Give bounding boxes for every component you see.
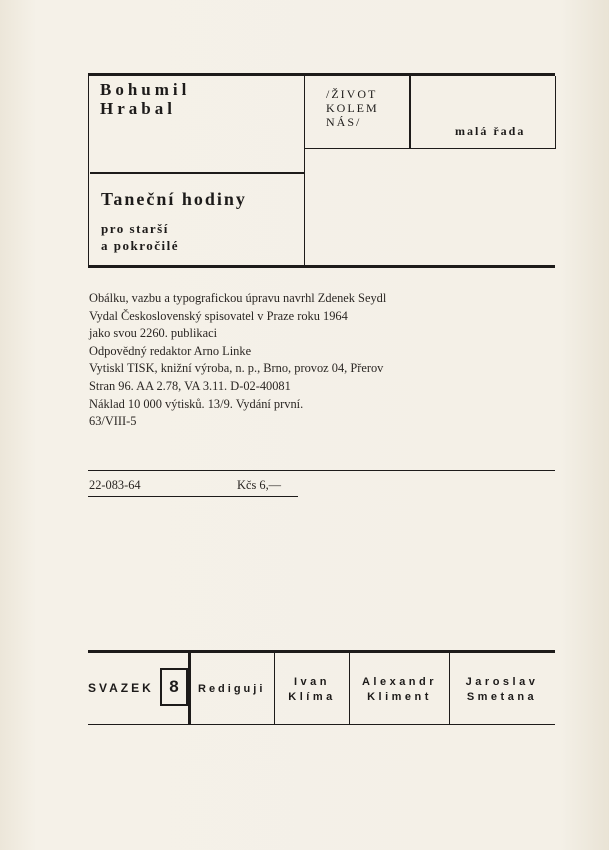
editor-name xyxy=(452,675,552,705)
subtitle-line-1: pro starší xyxy=(101,221,169,236)
editor-last-name: Kliment xyxy=(367,691,432,703)
imprint-line: Náklad 10 000 výtisků. 13/9. Vydání první. xyxy=(89,396,304,411)
edition-line-1: /ŽIVOT xyxy=(326,87,378,101)
edition-line-2: KOLEM xyxy=(326,101,379,115)
author-first-name: Bohumil xyxy=(100,80,191,99)
price: Kčs 6,— xyxy=(237,478,282,492)
editor-first-name: Alexandr xyxy=(361,676,438,688)
price-underline xyxy=(88,496,298,497)
imprint-line: Vytiskl TISK, knižní výroba, n. p., Brno, provoz 04, Přerov xyxy=(89,361,384,376)
edition-name xyxy=(326,87,379,129)
volume-number-box xyxy=(160,668,188,706)
title-block-bottom-rule xyxy=(88,265,555,268)
book-subtitle xyxy=(101,220,179,254)
top-rule xyxy=(88,73,555,76)
catalog-code: 22-083-64 xyxy=(89,478,141,492)
title-top-rule xyxy=(90,172,304,174)
editor-name xyxy=(276,675,348,705)
series-name: malá řada xyxy=(455,124,526,138)
imprint-text xyxy=(89,290,386,431)
editor-divider-3 xyxy=(449,653,450,724)
volume-label: SVAZEK xyxy=(88,681,154,695)
imprint-line: Odpovědný redaktor Arno Linke xyxy=(89,343,252,358)
series-divider-vertical xyxy=(409,76,411,148)
imprint-line: Vydal Československý spisovatel v Praze roku 1964 xyxy=(89,308,348,323)
left-frame-vertical xyxy=(88,76,89,266)
strip-top-rule xyxy=(88,650,555,653)
imprint-line: jako svou 2260. publikaci xyxy=(89,326,218,341)
subtitle-line-2: a pokročilé xyxy=(101,238,180,253)
author-name xyxy=(100,80,190,118)
right-frame-vertical xyxy=(555,76,556,148)
author-last-name: Hrabal xyxy=(100,99,176,118)
imprint-line: Obálku, vazbu a typografickou úpravu navrhl Zdenek Seydl xyxy=(89,291,387,305)
book-title: Taneční hodiny xyxy=(101,189,247,209)
series-bottom-rule xyxy=(305,148,556,149)
editor-name xyxy=(351,675,448,705)
author-divider-vertical xyxy=(304,76,305,266)
volume-box-shadow xyxy=(188,653,191,725)
imprint-line: 63/VIII-5 xyxy=(89,414,137,429)
volume-number: 8 xyxy=(169,677,179,696)
edition-line-3: NÁS/ xyxy=(326,115,362,129)
editor-divider-2 xyxy=(349,653,350,724)
imprint-line: Stran 96. AA 2.78, VA 3.11. D-02-40081 xyxy=(89,378,291,393)
edited-by-label: Rediguji xyxy=(198,683,266,695)
editor-last-name: Smetana xyxy=(466,691,538,703)
editor-divider-1 xyxy=(274,653,275,724)
strip-bottom-rule xyxy=(88,724,555,725)
imprint-separator xyxy=(88,470,555,471)
editor-last-name: Klíma xyxy=(288,691,336,703)
editor-first-name: Jaroslav xyxy=(465,676,539,688)
editor-first-name: Ivan xyxy=(293,676,330,688)
